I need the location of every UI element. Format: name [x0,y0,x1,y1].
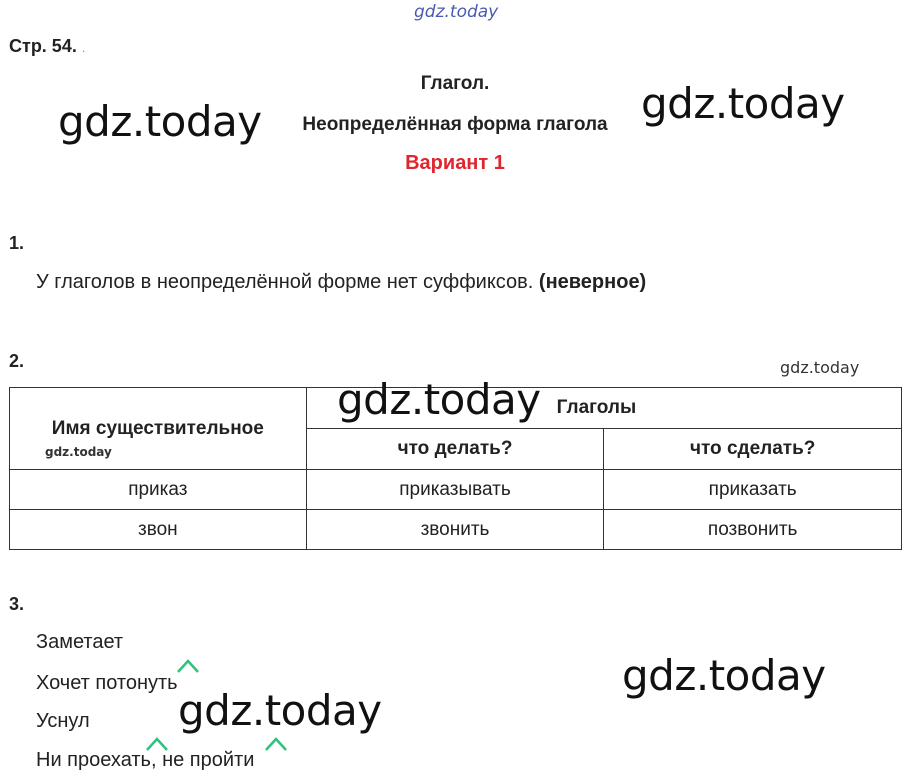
watermark-cell: gdz.today [45,445,112,459]
task1-text: У глаголов в неопределённой форме нет суффиксов. [36,271,534,293]
task3-number: 3. [9,594,25,614]
header-verbs: Глаголы [306,388,901,429]
header-noun-label: Имя существительное [51,417,264,439]
table-cell: позвонить [604,510,902,550]
header-imperfective: что делать? [306,429,604,470]
table-cell: приказ [10,470,307,510]
suffix-arc-icon [146,737,168,751]
page-number [9,36,85,57]
watermark-table: gdz.today [337,375,541,424]
watermark-big-4: gdz.today [622,651,826,700]
table-row [10,510,902,550]
watermark-small: gdz.today [780,358,860,377]
header-noun [10,388,307,470]
title-verb: Глагол. [420,73,490,94]
title-infinitive: Неопределённая форма глагола [302,114,608,135]
task3-line: Хочет потонуть [36,672,178,694]
watermark-big-2: gdz.today [641,79,845,128]
task1-answer: (неверное) [538,271,647,293]
task3-line: Уснул [36,710,90,732]
table-row [10,470,902,510]
task3-line: Ни проехать, не пройти [36,749,255,771]
variant-label: Вариант 1 [405,152,505,174]
watermark-top: gdz.today [414,2,499,22]
table-cell: звонить [306,510,604,550]
task1-statement [36,271,646,294]
watermark-big-1: gdz.today [58,97,262,146]
page-dot: . [81,41,86,55]
watermark-big-3: gdz.today [178,686,382,735]
page-number-text: Стр. 54. [9,36,77,56]
suffix-arc-icon [177,659,199,673]
task1-number: 1. [9,233,25,253]
header-perfective: что сделать? [604,429,902,470]
suffix-arc-icon [265,737,287,751]
table-cell: приказать [604,470,902,510]
task2-number: 2. [9,351,25,371]
table-cell: приказывать [306,470,604,510]
table-cell: звон [10,510,307,550]
task3-line: Заметает [36,631,124,653]
